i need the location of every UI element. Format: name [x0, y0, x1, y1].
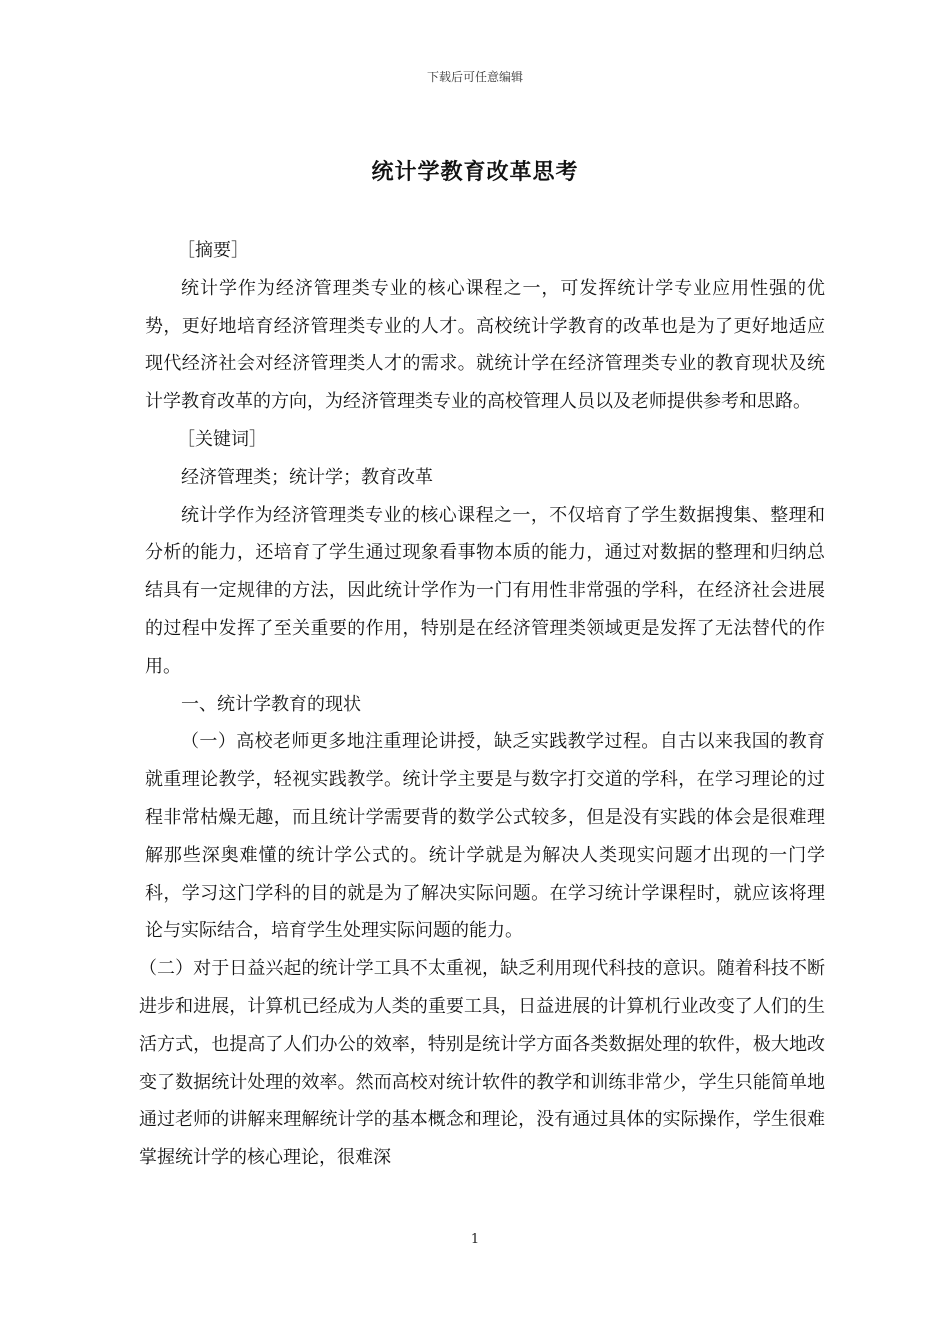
- page-number: 1: [470, 1232, 480, 1247]
- point-two-paragraph: （二）对于日益兴起的统计学工具不太重视，缺乏利用现代科技的意识。随着科技不断进步和进展，计算机已经成为人类的重要工具，日益进展的计算机行业改变了人们的生活方式，也提高了人们办公的效率，特别是统计学方面各类数据处理的软件，极大地改变了数据统计处理的效率。然而高校对统计软件的教学和训练非常少，学生只能简单地通过老师的讲解来理解统计学的基本概念和理论，没有通过具体的实际操作，学生很难掌握统计学的核心理论，很难深: [139, 958, 825, 1169]
- section-heading: 一、统计学教育的现状: [181, 693, 361, 715]
- abstract-label: ［摘要］: [177, 240, 249, 261]
- point-one-paragraph: （一）高校老师更多地注重理论讲授，缺乏实践教学过程。自古以来我国的教育就重理论教学，轻视实践教学。统计学主要是与数字打交道的学科，在学习理论的过程非常枯燥无趣，而且统计学需要背的数学公式较多，但是没有实践的体会是很难理解那些深奥难懂的统计学公式的。统计学就是为解决人类现实问题才出现的一门学科，学习这门学科的目的就是为了解决实际问题。在学习统计学课程时，就应该将理论与实际结合，培育学生处理实际问题的能力。: [145, 731, 825, 942]
- document-body: [139, 232, 825, 1177]
- intro-paragraph: 统计学作为经济管理类专业的核心课程之一，不仅培育了学生数据搜集、整理和分析的能力，还培育了学生通过现象看事物本质的能力，通过对数据的整理和归纳总结具有一定规律的方法，因此统计学作为一门有用性非常强的学科，在经济社会进展的过程中发挥了至关重要的作用，特别是在经济管理类领域更是发挥了无法替代的作用。: [145, 504, 825, 677]
- keywords-label: ［关键词］: [177, 428, 267, 450]
- page-header-note: 下载后可任意编辑: [426, 70, 523, 84]
- keywords-paragraph: 经济管理类；统计学；教育改革: [181, 466, 433, 488]
- abstract-paragraph: 统计学作为经济管理类专业的核心课程之一，可发挥统计学专业应用性强的优势，更好地培育经济管理类专业的人才。高校统计学教育的改革也是为了更好地适应现代经济社会对经济管理类人才的需求。就统计学在经济管理类专业的教育现状及统计学教育改革的方向，为经济管理类专业的高校管理人员以及老师提供参考和思路。: [145, 277, 825, 413]
- document-title: 统计学教育改革思考: [371, 159, 579, 185]
